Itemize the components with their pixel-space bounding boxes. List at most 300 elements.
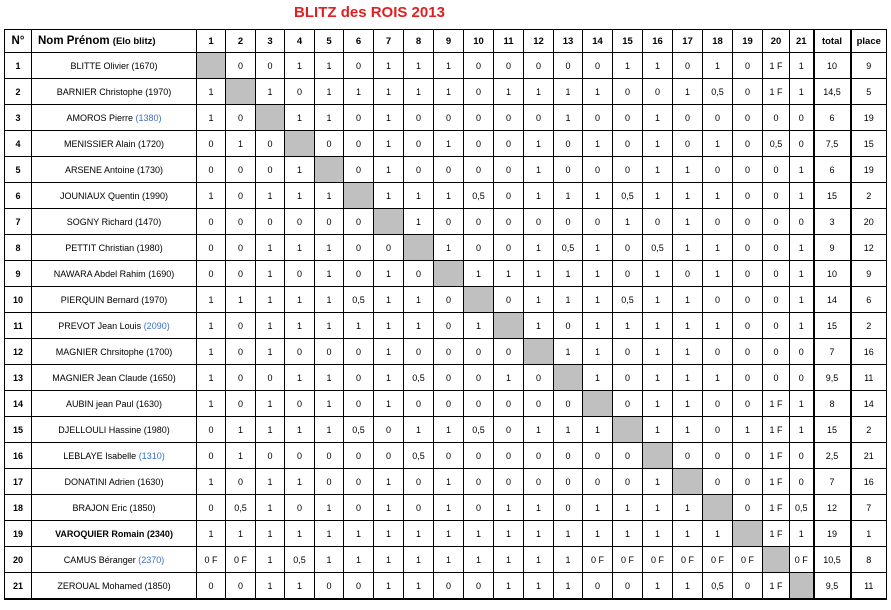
score-cell: 0: [733, 573, 763, 600]
score-cell: 1: [554, 547, 583, 573]
score-cell: 0: [733, 495, 763, 521]
player-number: 15: [5, 417, 32, 443]
score-cell: 1: [673, 157, 703, 183]
table-row: [5, 131, 887, 157]
player-elo: (1990): [142, 190, 169, 201]
player-name: MENISSIER Alain: [63, 138, 136, 149]
score-cell: 1: [613, 53, 643, 79]
score-cell: 0: [256, 131, 285, 157]
score-cell: 1: [643, 131, 673, 157]
diagonal-cell: [434, 261, 464, 287]
diagonal-cell: [733, 521, 763, 547]
score-cell: 0: [197, 417, 226, 443]
score-cell: 0: [197, 443, 226, 469]
player-cell: [32, 365, 197, 391]
score-cell: 0: [583, 157, 613, 183]
score-cell: 0: [285, 79, 315, 105]
score-cell: 1: [524, 495, 554, 521]
score-cell: 1: [285, 313, 315, 339]
score-cell: 1: [643, 495, 673, 521]
score-cell: 0: [494, 417, 524, 443]
score-cell: 0: [226, 573, 256, 600]
score-cell: 0: [583, 53, 613, 79]
place-cell: 12: [851, 235, 887, 261]
score-cell: 1: [374, 53, 404, 79]
score-cell: 0: [763, 183, 790, 209]
diagonal-cell: [673, 469, 703, 495]
score-cell: 0: [643, 79, 673, 105]
score-cell: 0: [226, 105, 256, 131]
player-number: 12: [5, 339, 32, 365]
score-cell: 1: [197, 365, 226, 391]
score-cell: 1: [673, 209, 703, 235]
score-cell: 1: [315, 391, 344, 417]
player-cell: [32, 79, 197, 105]
score-cell: 0: [315, 573, 344, 600]
score-cell: 1: [256, 469, 285, 495]
score-cell: 1: [524, 157, 554, 183]
score-cell: 1 F: [763, 391, 790, 417]
score-cell: 0: [613, 105, 643, 131]
score-cell: 0: [464, 469, 494, 495]
column-header-round-14: 14: [583, 30, 613, 53]
score-cell: 0: [613, 261, 643, 287]
score-cell: 1: [673, 339, 703, 365]
score-cell: 0: [344, 235, 374, 261]
score-cell: 0: [434, 573, 464, 600]
score-cell: 0: [434, 209, 464, 235]
player-number: 11: [5, 313, 32, 339]
diagonal-cell: [790, 573, 814, 600]
score-cell: 0: [703, 443, 733, 469]
score-cell: 0: [790, 469, 814, 495]
score-cell: 0: [464, 365, 494, 391]
place-cell: 7: [851, 495, 887, 521]
score-cell: 1: [315, 79, 344, 105]
score-cell: 0: [703, 209, 733, 235]
score-cell: 1: [583, 495, 613, 521]
score-cell: 1: [315, 105, 344, 131]
score-cell: 0: [583, 469, 613, 495]
score-cell: 1: [256, 339, 285, 365]
score-cell: 0: [673, 261, 703, 287]
score-cell: 1: [790, 391, 814, 417]
column-header-round-4: 4: [285, 30, 315, 53]
score-cell: 0,5: [613, 183, 643, 209]
table-row: [5, 443, 887, 469]
score-cell: 0: [554, 53, 583, 79]
diagonal-cell: [285, 131, 315, 157]
player-name: LEBLAYE Isabelle: [63, 450, 137, 461]
score-cell: 1: [285, 521, 315, 547]
diagonal-cell: [763, 547, 790, 573]
score-cell: 1: [583, 365, 613, 391]
score-cell: 0,5: [285, 547, 315, 573]
score-cell: 1: [673, 521, 703, 547]
player-name: CAMUS Béranger: [63, 554, 136, 565]
score-cell: 1: [226, 417, 256, 443]
total-cell: 2,5: [814, 443, 851, 469]
score-cell: 1: [285, 573, 315, 600]
player-name: BRAJON Eric: [72, 502, 127, 513]
score-cell: 0: [790, 105, 814, 131]
score-cell: 0: [344, 573, 374, 600]
score-cell: 0: [434, 287, 464, 313]
score-cell: 0,5: [404, 365, 434, 391]
player-cell: [32, 495, 197, 521]
player-number: 10: [5, 287, 32, 313]
place-cell: 1: [851, 521, 887, 547]
player-name: PIERQUIN Bernard: [60, 294, 139, 305]
score-cell: 1: [434, 495, 464, 521]
score-cell: 0: [197, 261, 226, 287]
score-cell: 0: [673, 131, 703, 157]
score-cell: 0: [733, 287, 763, 313]
score-cell: 0: [344, 495, 374, 521]
score-cell: 0: [524, 105, 554, 131]
score-cell: 0: [434, 105, 464, 131]
player-elo: (1980): [143, 424, 170, 435]
score-cell: 1 F: [763, 495, 790, 521]
score-cell: 1: [226, 521, 256, 547]
player-name: BARNIER Christophe: [56, 86, 143, 97]
score-cell: 1: [197, 521, 226, 547]
place-cell: 16: [851, 339, 887, 365]
score-cell: 0: [226, 157, 256, 183]
score-cell: 1: [374, 495, 404, 521]
score-cell: 0: [643, 209, 673, 235]
score-cell: 1: [554, 105, 583, 131]
column-header-round-20: 20: [763, 30, 790, 53]
score-cell: 0: [763, 209, 790, 235]
diagonal-cell: [524, 339, 554, 365]
score-cell: 0: [733, 339, 763, 365]
score-cell: 1: [315, 417, 344, 443]
column-header-round-15: 15: [613, 30, 643, 53]
player-name: DJELLOULI Hassine: [58, 424, 142, 435]
total-cell: 10: [814, 53, 851, 79]
diagonal-cell: [226, 79, 256, 105]
score-cell: 1: [404, 547, 434, 573]
score-cell: 1: [315, 495, 344, 521]
place-cell: 2: [851, 313, 887, 339]
score-cell: 1: [643, 521, 673, 547]
score-cell: 0: [613, 235, 643, 261]
score-cell: 1: [524, 547, 554, 573]
score-cell: 0: [434, 443, 464, 469]
diagonal-cell: [197, 53, 226, 79]
total-cell: 15: [814, 417, 851, 443]
score-cell: 1: [643, 53, 673, 79]
player-number: 8: [5, 235, 32, 261]
table-row: [5, 339, 887, 365]
score-cell: 0: [285, 443, 315, 469]
player-elo: (1690): [148, 268, 175, 279]
score-cell: 0,5: [790, 495, 814, 521]
score-cell: 0: [344, 261, 374, 287]
player-number: 20: [5, 547, 32, 573]
column-header-round-2: 2: [226, 30, 256, 53]
score-cell: 0: [226, 261, 256, 287]
score-cell: 1 F: [763, 521, 790, 547]
score-cell: 0: [763, 365, 790, 391]
score-cell: 1: [790, 521, 814, 547]
place-cell: 2: [851, 417, 887, 443]
score-cell: 0: [464, 391, 494, 417]
score-cell: 1: [643, 339, 673, 365]
column-header-name-label: Nom Prénom: [38, 35, 110, 47]
place-cell: 8: [851, 547, 887, 573]
player-cell: [32, 443, 197, 469]
score-cell: 1: [315, 287, 344, 313]
total-cell: 10: [814, 261, 851, 287]
score-cell: 0: [790, 131, 814, 157]
score-cell: 1: [554, 79, 583, 105]
score-cell: 1: [256, 79, 285, 105]
player-name: ARSENE Antoine: [64, 164, 135, 175]
player-name: AMOROS Pierre: [66, 112, 133, 123]
place-cell: 2: [851, 183, 887, 209]
diagonal-cell: [643, 443, 673, 469]
score-cell: 1: [524, 131, 554, 157]
score-cell: 0: [790, 339, 814, 365]
diagonal-cell: [344, 183, 374, 209]
total-cell: 7: [814, 339, 851, 365]
column-header-elo-note: (Elo blitz): [112, 36, 156, 47]
score-cell: 0 F: [197, 547, 226, 573]
score-cell: 1: [197, 391, 226, 417]
score-cell: 1: [673, 287, 703, 313]
score-cell: 1: [554, 287, 583, 313]
player-name: JOUNIAUX Quentin: [59, 190, 140, 201]
score-cell: 1: [404, 79, 434, 105]
score-cell: 1: [643, 105, 673, 131]
score-cell: 1: [197, 79, 226, 105]
score-cell: 1: [434, 547, 464, 573]
total-cell: 6: [814, 105, 851, 131]
score-cell: 0: [404, 261, 434, 287]
score-cell: 1: [583, 339, 613, 365]
diagonal-cell: [256, 105, 285, 131]
table-row: [5, 547, 887, 573]
column-header-round-18: 18: [703, 30, 733, 53]
score-cell: 1: [226, 443, 256, 469]
score-cell: 1: [464, 521, 494, 547]
score-cell: 0: [613, 79, 643, 105]
score-cell: 0: [226, 235, 256, 261]
player-number: 18: [5, 495, 32, 521]
score-cell: 1: [285, 53, 315, 79]
score-cell: 0: [554, 443, 583, 469]
score-cell: 0: [673, 443, 703, 469]
score-cell: 0: [315, 469, 344, 495]
player-elo: (1970): [145, 86, 172, 97]
score-cell: 1: [344, 79, 374, 105]
score-cell: 0: [404, 495, 434, 521]
column-header-round-8: 8: [404, 30, 434, 53]
score-cell: 0,5: [613, 287, 643, 313]
score-cell: 1: [494, 79, 524, 105]
score-cell: 0: [464, 131, 494, 157]
score-cell: 0: [790, 365, 814, 391]
score-cell: 1: [197, 339, 226, 365]
score-cell: 1: [256, 183, 285, 209]
score-cell: 1 F: [763, 469, 790, 495]
score-cell: 0: [494, 105, 524, 131]
player-cell: [32, 105, 197, 131]
score-cell: 0: [256, 365, 285, 391]
score-cell: 1: [256, 287, 285, 313]
table-row: [5, 469, 887, 495]
score-cell: 0: [285, 495, 315, 521]
score-cell: 0: [703, 469, 733, 495]
score-cell: 0,5: [643, 235, 673, 261]
diagonal-cell: [583, 391, 613, 417]
player-elo: (1850): [129, 502, 156, 513]
place-cell: 19: [851, 157, 887, 183]
score-cell: 0: [464, 53, 494, 79]
score-cell: 1: [494, 521, 524, 547]
total-cell: 9: [814, 235, 851, 261]
score-cell: 0 F: [613, 547, 643, 573]
score-cell: 1 F: [763, 417, 790, 443]
score-cell: 1: [374, 105, 404, 131]
score-cell: 0: [733, 469, 763, 495]
player-cell: [32, 183, 197, 209]
score-cell: 1: [643, 157, 673, 183]
total-cell: 9,5: [814, 365, 851, 391]
column-header-total: total: [814, 30, 851, 53]
score-cell: 1: [583, 183, 613, 209]
diagonal-cell: [554, 365, 583, 391]
score-cell: 0,5: [763, 131, 790, 157]
score-cell: 0: [374, 443, 404, 469]
score-cell: 1: [374, 79, 404, 105]
total-cell: 6: [814, 157, 851, 183]
score-cell: 0: [703, 157, 733, 183]
diagonal-cell: [494, 313, 524, 339]
score-cell: 1: [434, 469, 464, 495]
player-elo: (1380): [135, 112, 162, 123]
score-cell: 1: [554, 417, 583, 443]
score-cell: 1: [643, 469, 673, 495]
score-cell: 1: [524, 417, 554, 443]
score-cell: 1 F: [763, 573, 790, 600]
column-header-round-3: 3: [256, 30, 285, 53]
score-cell: 1: [197, 313, 226, 339]
score-cell: 1: [673, 235, 703, 261]
score-cell: 0 F: [733, 547, 763, 573]
score-cell: 0: [703, 105, 733, 131]
score-cell: 1: [494, 547, 524, 573]
score-cell: 1: [643, 573, 673, 600]
score-cell: 0: [733, 209, 763, 235]
score-cell: 1: [583, 79, 613, 105]
score-cell: 0: [524, 391, 554, 417]
score-cell: 1: [494, 365, 524, 391]
score-cell: 1: [315, 313, 344, 339]
score-cell: 1: [673, 495, 703, 521]
score-cell: 0: [285, 261, 315, 287]
score-cell: 1: [673, 417, 703, 443]
score-cell: 0: [344, 391, 374, 417]
player-number: 6: [5, 183, 32, 209]
column-header-round-7: 7: [374, 30, 404, 53]
score-cell: 0: [554, 157, 583, 183]
score-cell: 0: [344, 105, 374, 131]
score-cell: 1: [673, 391, 703, 417]
score-cell: 1: [434, 79, 464, 105]
score-cell: 0: [344, 53, 374, 79]
score-cell: 1: [315, 183, 344, 209]
score-cell: 0: [464, 235, 494, 261]
table-row: [5, 391, 887, 417]
score-cell: 0: [524, 53, 554, 79]
score-cell: 1: [464, 261, 494, 287]
score-cell: 0: [583, 573, 613, 600]
score-cell: 1: [285, 157, 315, 183]
score-cell: 0: [344, 365, 374, 391]
diagonal-cell: [315, 157, 344, 183]
score-cell: 1: [790, 261, 814, 287]
player-name: SOGNY Richard: [66, 216, 133, 227]
score-cell: 0,5: [703, 79, 733, 105]
column-header-number: N°: [5, 30, 32, 53]
player-cell: [32, 157, 197, 183]
score-cell: 0: [226, 469, 256, 495]
score-cell: 1: [703, 53, 733, 79]
player-cell: [32, 391, 197, 417]
score-cell: 0: [733, 391, 763, 417]
player-cell: [32, 261, 197, 287]
score-cell: 1: [404, 287, 434, 313]
table-row: [5, 157, 887, 183]
score-cell: 1: [374, 183, 404, 209]
score-cell: 1: [285, 365, 315, 391]
total-cell: 7: [814, 469, 851, 495]
score-cell: 1: [256, 261, 285, 287]
score-cell: 0: [613, 157, 643, 183]
table-row: [5, 183, 887, 209]
score-cell: 0: [524, 443, 554, 469]
score-cell: 1: [643, 287, 673, 313]
score-cell: 0: [494, 287, 524, 313]
score-cell: 1: [703, 183, 733, 209]
score-cell: 0: [197, 235, 226, 261]
header-row: [5, 30, 887, 53]
score-cell: 1: [554, 183, 583, 209]
total-cell: 3: [814, 209, 851, 235]
place-cell: 6: [851, 287, 887, 313]
score-cell: 1: [197, 287, 226, 313]
score-cell: 1: [256, 417, 285, 443]
score-cell: 0: [524, 469, 554, 495]
page-title: BLITZ des ROIS 2013: [294, 4, 445, 21]
score-cell: 1: [524, 183, 554, 209]
score-cell: 1: [583, 521, 613, 547]
score-cell: 1: [703, 521, 733, 547]
player-number: 16: [5, 443, 32, 469]
score-cell: 0: [404, 157, 434, 183]
score-cell: 0: [434, 157, 464, 183]
score-cell: 0: [524, 209, 554, 235]
score-cell: 0: [790, 209, 814, 235]
score-cell: 1: [374, 261, 404, 287]
player-name: PREVOT Jean Louis: [58, 320, 142, 331]
score-cell: 1 F: [763, 443, 790, 469]
column-header-round-13: 13: [554, 30, 583, 53]
score-cell: 1: [554, 339, 583, 365]
